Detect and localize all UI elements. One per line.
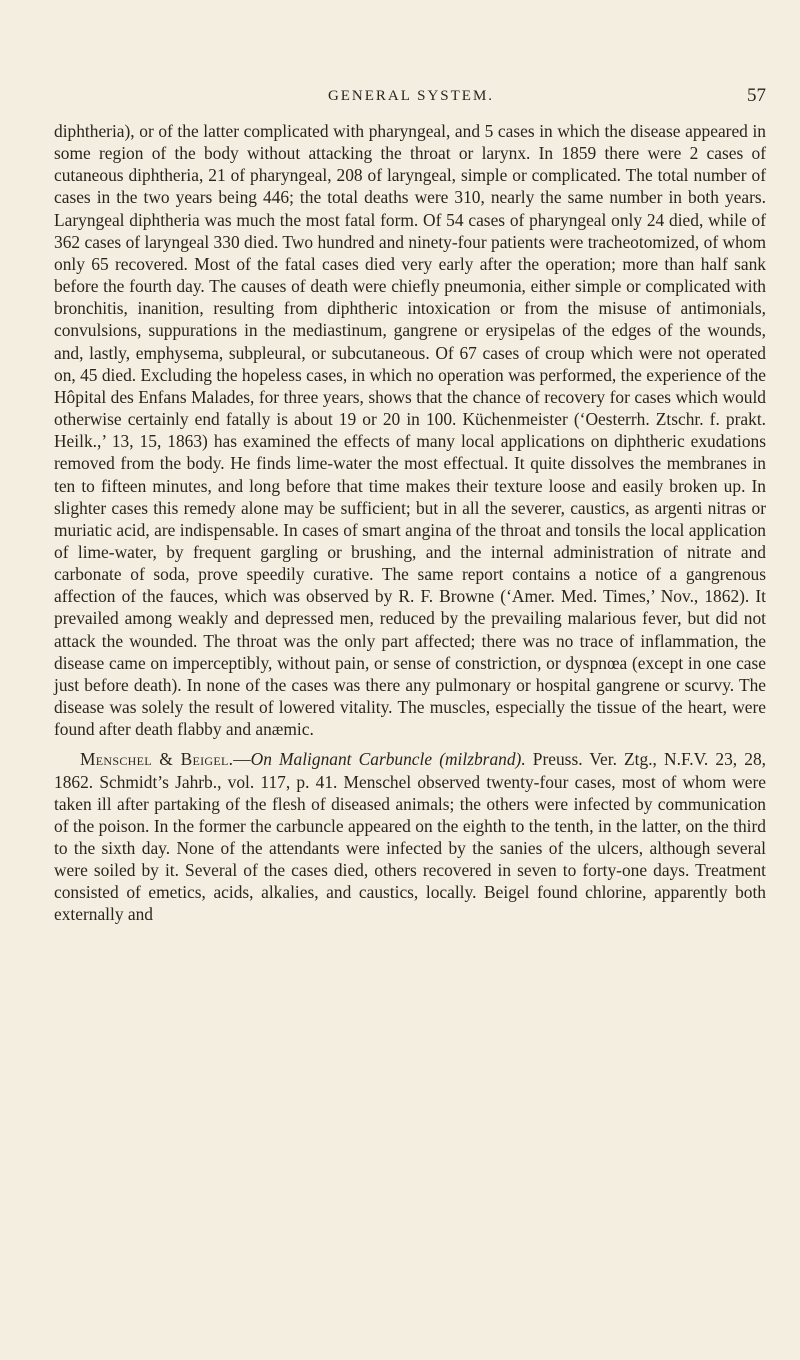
paragraph-dash: —	[233, 749, 251, 770]
paragraph-diphtheria: diphtheria), or of the latter complicated with pharyngeal, and 5 cases in which the disease appeared in some region of the body without attacking the throat or larynx. In 1859 there were 2 cases of cutaneous diphtheria, 21 of pharyngeal, 208 of laryngeal, simple or complicated. The total number of cases in the two years being 446; the total deaths were 310, nearly the same number in both years. Laryngeal diphtheria was much the most fatal form. Of 54 cases of pharyngeal only 24 died, while of 362 cases of laryngeal 330 died. Two hundred and ninety-four patients were tracheotomized, of whom only 65 recovered. Most of the fatal cases died very early after the operation; more than half sank before the fourth day. The causes of death were chiefly pneumonia, either simple or complicated with bronchitis, inanition, resulting from diphtheric intoxication or from the misuse of antimonials, convulsions, suppurations in the mediastinum, gangrene or erysipelas of the edges of the wounds, and, lastly, emphysema, subpleural, or subcutaneous. Of 67 cases of croup which were not operated on, 45 died. Excluding the hopeless cases, in which no operation was performed, the experience of the Hôpital des Enfans Malades, for three years, shows that the chance of recovery for cases which would otherwise certainly end fatally is about 19 or 20 in 100. Küchenmeister (‘Oesterrh. Ztschr. f. prakt. Heilk.,’ 13, 15, 1863) has examined the effects of many local applications on diphtheric exudations removed from the body. He finds lime-water the most effectual. It quite dissolves the membranes in ten to fifteen minutes, and long before that time makes their texture loose and easily broken up. In slighter cases this remedy alone may be sufficient; but in all the severer, caustics, as argenti nitras or muriatic acid, are indispensable. In cases of smart angina of the throat and tonsils the local application of lime-water, by frequent gargling or brushing, and the internal administration of nitrate and carbonate of soda, prove speedily curative. The same report contains a notice of a gangrenous affection of the fauces, which was observed by R. F. Browne (‘Amer. Med. Times,’ Nov., 1862). It prevailed among weakly and depressed men, reduced by the prevailing malarious fever, but did not attack the wounded. The throat was the only part affected; there was no trace of inflammation, the disease came on imperceptibly, without pain, or sense of constriction, or dyspnœa (except in one case just before death). In none of the cases was there any pulmonary or hospital gangrene or scurvy. The disease was solely the result of lowered vitality. The muscles, especially the tissue of the heart, were found after death flabby and anæmic.	[54, 121, 766, 740]
body-text	[54, 120, 766, 926]
running-head: GENERAL SYSTEM.	[327, 88, 495, 104]
paragraph-authors: Menschel & Beigel.	[80, 749, 234, 770]
page-header	[56, 85, 766, 114]
paragraph-text: Preuss. Ver. Ztg., N.F.V. 23, 28, 1862. Schmidt’s Jahrb., vol. 117, p. 41. Menschel observed twenty-four cases, most of whom were taken ill after partaking of the flesh of diseased animals; the others were infected by communication of the poison. In the former the carbuncle appeared on the eighth to the tenth, in the latter, on the third to the sixth day. None of the attendants were infected by the sanies of the ulcers, although several were soiled by it. Several of the cases died, others recovered in seven to forty-one days. Treatment consisted of emetics, acids, alkalies, and caustics, locally. Beigel found chlorine, apparently both externally and	[54, 749, 766, 925]
paragraph-title: On Malignant Carbuncle (milzbrand).	[250, 749, 526, 770]
paragraph-malignant-carbuncle	[54, 748, 766, 925]
page-number: 57	[747, 85, 766, 106]
